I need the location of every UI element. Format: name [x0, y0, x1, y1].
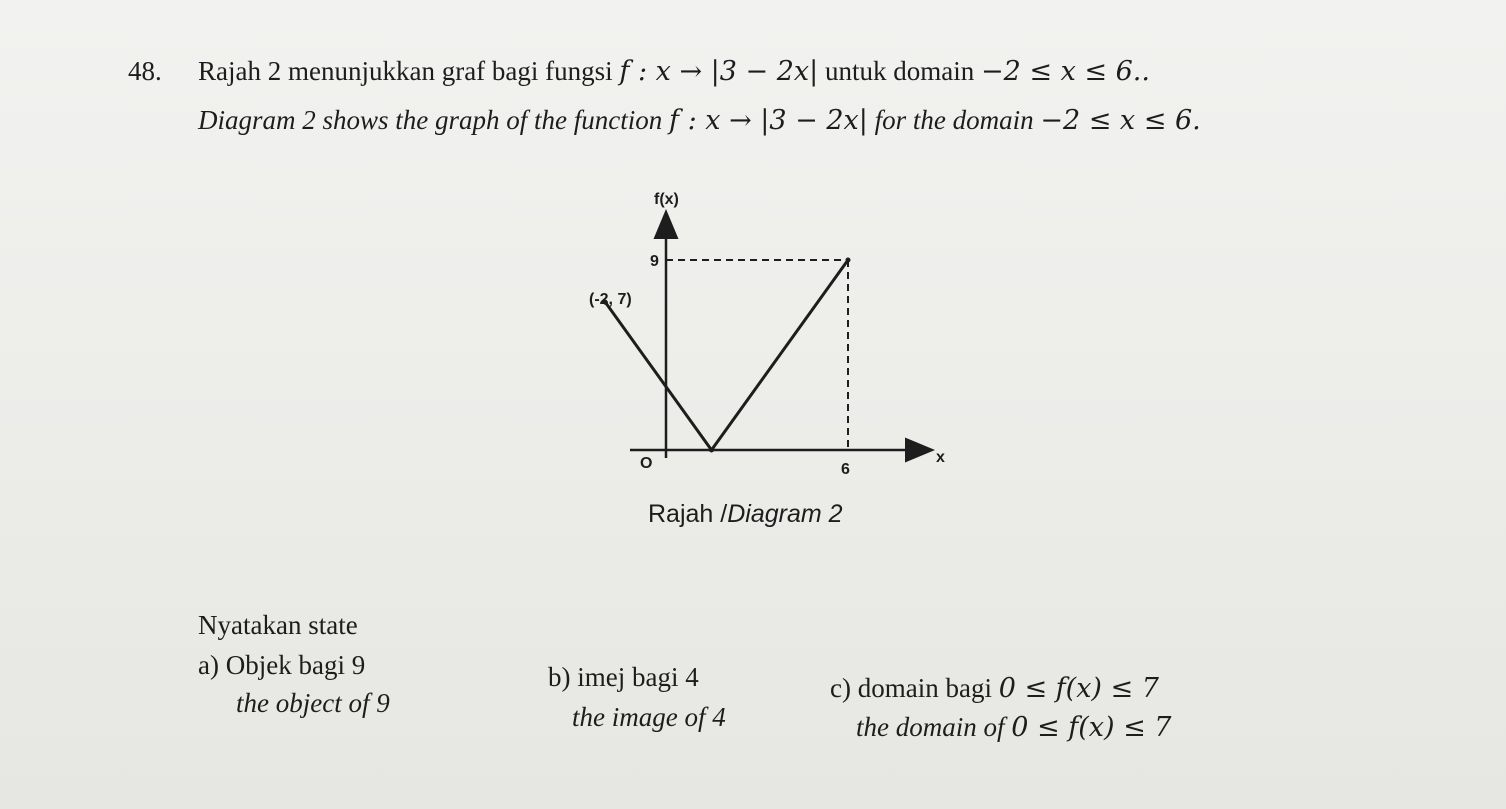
english-text: Diagram 2 shows the graph of the function	[198, 105, 669, 135]
diagram-caption	[648, 500, 843, 529]
part-c-condition: 0 ≤ f(x) ≤ 7	[998, 673, 1159, 704]
part-a-malay: a) Objek bagi 9	[198, 650, 366, 680]
question-number: 48.	[128, 56, 162, 86]
caption-english: Diagram 2	[727, 500, 843, 528]
malay-function: f : x → |3 − 2x|	[619, 56, 819, 87]
part-b-malay: b) imej bagi 4	[548, 662, 699, 692]
part-c-condition-english: 0 ≤ f(x) ≤ 7	[1011, 712, 1172, 743]
english-domain: −2 ≤ x ≤ 6.	[1040, 105, 1201, 136]
graph-point	[846, 258, 851, 263]
y-axis-label: f(x)	[654, 191, 679, 208]
part-c-malay	[830, 673, 1159, 704]
malay-mid: untuk domain	[818, 56, 981, 86]
instruction: Nyatakan state	[198, 610, 358, 640]
english-mid: for the domain	[867, 105, 1041, 135]
graph-point	[709, 448, 714, 453]
x-axis-label: x	[936, 449, 945, 466]
part-a-english: the object of 9	[236, 688, 390, 718]
english-function: f : x → |3 − 2x|	[669, 105, 868, 136]
part-c-english-text: the domain of	[856, 712, 1012, 742]
part-b-english: the image of 4	[572, 702, 726, 732]
malay-text: Rajah 2 menunjukkan graf bagi fungsi	[198, 56, 620, 86]
y-tick-label: 9	[650, 253, 659, 270]
function-line	[605, 260, 848, 450]
caption-malay: Rajah /	[648, 500, 728, 528]
x-tick-label: 6	[841, 461, 850, 478]
part-c-english	[856, 712, 1171, 743]
part-c-malay-text: c) domain bagi	[830, 673, 999, 703]
origin-label: O	[640, 455, 653, 472]
malay-domain: −2 ≤ x ≤ 6..	[981, 56, 1150, 87]
point-label: (-2, 7)	[589, 291, 632, 308]
